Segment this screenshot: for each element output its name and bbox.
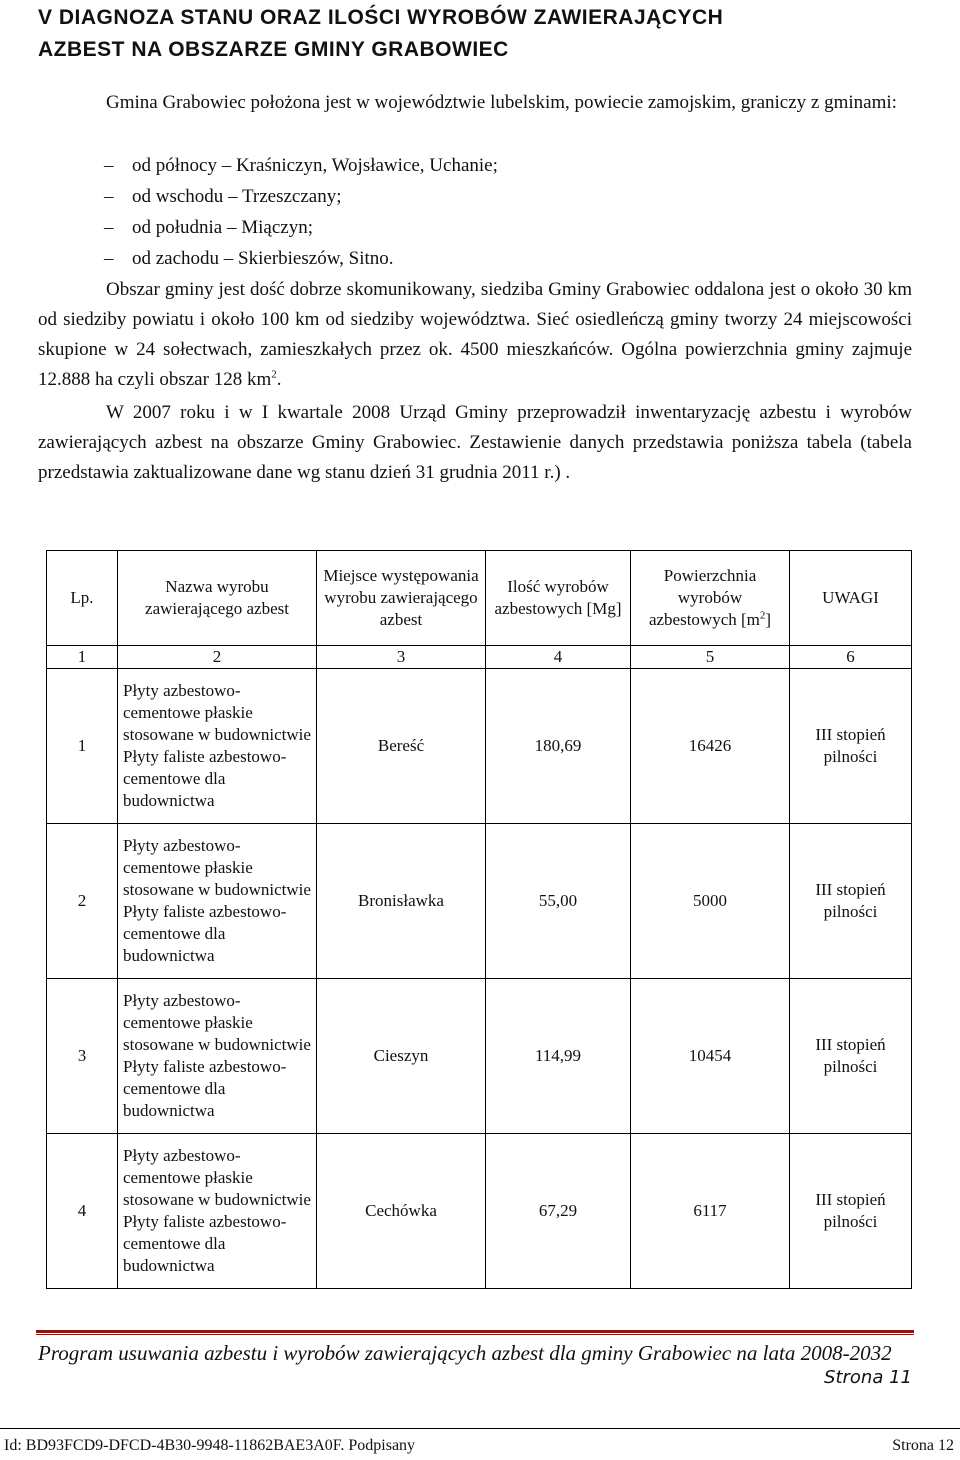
cell-quantity: 114,99 — [486, 979, 631, 1134]
footer-divider-thin — [36, 1334, 914, 1335]
list-item — [104, 150, 498, 181]
cell-area: 16426 — [631, 669, 790, 824]
cell-lp: 3 — [47, 979, 118, 1134]
column-number: 3 — [317, 646, 486, 669]
cell-lp: 2 — [47, 824, 118, 979]
table-row — [47, 824, 912, 979]
header-area-text: Powierzchnia wyrobów azbestowych [m — [648, 566, 760, 629]
cell-product: Płyty azbestowo-cementowe płaskie stosowane w budownictwie Płyty faliste azbestowo-cementowe dla budownictwa — [118, 669, 317, 824]
cell-notes: III stopień pilności — [790, 669, 912, 824]
header-location: Miejsce występowania wyrobu zawierającego azbest — [317, 551, 486, 646]
column-number: 1 — [47, 646, 118, 669]
header-area-sup: 2 — [759, 609, 766, 622]
header-lp: Lp. — [47, 551, 118, 646]
table-header-row — [47, 551, 912, 646]
list-item — [104, 212, 498, 243]
bullet-dash: – — [104, 186, 114, 207]
inventory-paragraph: W 2007 roku i w I kwartale 2008 Urząd Gminy przeprowadził inwentaryzację azbestu i wyrobów zawierających azbest na obszarze Gminy Grabowiec. Zestawienie danych przedstawia poniższa tabela (tabela przedstawia zaktualizowane dane wg stanu dzień 31 grudnia 2011 r.) . — [38, 402, 912, 483]
bottom-bar-divider — [0, 1428, 960, 1429]
footer-divider — [36, 1330, 914, 1333]
area-paragraph — [38, 275, 912, 395]
column-number: 6 — [790, 646, 912, 669]
section-heading-line2: AZBEST NA OBSZARZE GMINY GRABOWIEC — [38, 38, 509, 61]
cell-location: Bronisławka — [317, 824, 486, 979]
bottom-page-number: Strona 12 — [892, 1437, 954, 1454]
table-row — [47, 1134, 912, 1289]
section-heading — [38, 2, 918, 66]
bullet-dash: – — [104, 217, 114, 238]
area-superscript: 2 — [271, 368, 277, 381]
cell-quantity: 55,00 — [486, 824, 631, 979]
cell-location: Cieszyn — [317, 979, 486, 1134]
cell-area: 10454 — [631, 979, 790, 1134]
table-row — [47, 979, 912, 1134]
border-west: od zachodu – Skierbieszów, Sitno. — [132, 248, 394, 269]
section-heading-line1: V DIAGNOZA STANU ORAZ ILOŚCI WYROBÓW ZAWIERAJĄCYCH — [38, 6, 724, 29]
area-paragraph-text: Obszar gminy jest dość dobrze skomunikowany, siedziba Gminy Grabowiec oddalona jest o około 30 km od siedziby powiatu i około 100 km od siedziby województwa. Sieć osiedleńczą gminy tworzy 24 miejscowości skupione w 24 sołectwach, zamieszkałych przez ok. 4500 mieszkańców. Ogólna powierzchnia gminy zajmuje 12.888 ha czyli obszar 128 km — [38, 279, 912, 390]
list-item — [104, 181, 498, 212]
header-area-end: ] — [765, 610, 772, 629]
cell-area: 6117 — [631, 1134, 790, 1289]
header-area — [631, 551, 790, 646]
bullet-dash: – — [104, 248, 114, 269]
cell-notes: III stopień pilności — [790, 979, 912, 1134]
bullet-dash: – — [104, 155, 114, 176]
column-number: 4 — [486, 646, 631, 669]
document-id-text: Id: BD93FCD9-DFCD-4B30-9948-11862BAE3A0F. Podpisany — [4, 1437, 416, 1454]
cell-lp: 4 — [47, 1134, 118, 1289]
borders-list — [104, 150, 498, 274]
cell-lp: 1 — [47, 669, 118, 824]
border-south: od południa – Miączyn; — [132, 217, 313, 238]
column-number: 5 — [631, 646, 790, 669]
footer-program-title: Program usuwania azbestu i wyrobów zawierających azbest dla gminy Grabowiec na lata 2008-2032 — [38, 1341, 892, 1365]
cell-product: Płyty azbestowo-cementowe płaskie stosowane w budownictwie Płyty faliste azbestowo-cementowe dla budownictwa — [118, 824, 317, 979]
column-number: 2 — [118, 646, 317, 669]
header-notes: UWAGI — [790, 551, 912, 646]
cell-quantity: 180,69 — [486, 669, 631, 824]
column-number-row — [47, 646, 912, 669]
header-quantity: Ilość wyrobów azbestowych [Mg] — [486, 551, 631, 646]
cell-notes: III stopień pilności — [790, 824, 912, 979]
cell-area: 5000 — [631, 824, 790, 979]
asbestos-table — [46, 550, 912, 1289]
cell-location: Bereść — [317, 669, 486, 824]
cell-product: Płyty azbestowo-cementowe płaskie stosowane w budownictwie Płyty faliste azbestowo-cementowe dla budownictwa — [118, 1134, 317, 1289]
border-north: od północy – Kraśniczyn, Wojsławice, Uchanie; — [132, 155, 498, 176]
table-row — [47, 669, 912, 824]
border-east: od wschodu – Trzeszczany; — [132, 186, 342, 207]
footer-page-number: Strona 11 — [824, 1367, 912, 1388]
cell-notes: III stopień pilności — [790, 1134, 912, 1289]
area-paragraph-end: . — [276, 369, 282, 390]
intro-paragraph: Gmina Grabowiec położona jest w województwie lubelskim, powiecie zamojskim, graniczy z gminami: — [106, 92, 897, 113]
header-product: Nazwa wyrobu zawierającego azbest — [118, 551, 317, 646]
cell-location: Cechówka — [317, 1134, 486, 1289]
list-item — [104, 243, 498, 274]
cell-product: Płyty azbestowo-cementowe płaskie stosowane w budownictwie Płyty faliste azbestowo-cementowe dla budownictwa — [118, 979, 317, 1134]
cell-quantity: 67,29 — [486, 1134, 631, 1289]
